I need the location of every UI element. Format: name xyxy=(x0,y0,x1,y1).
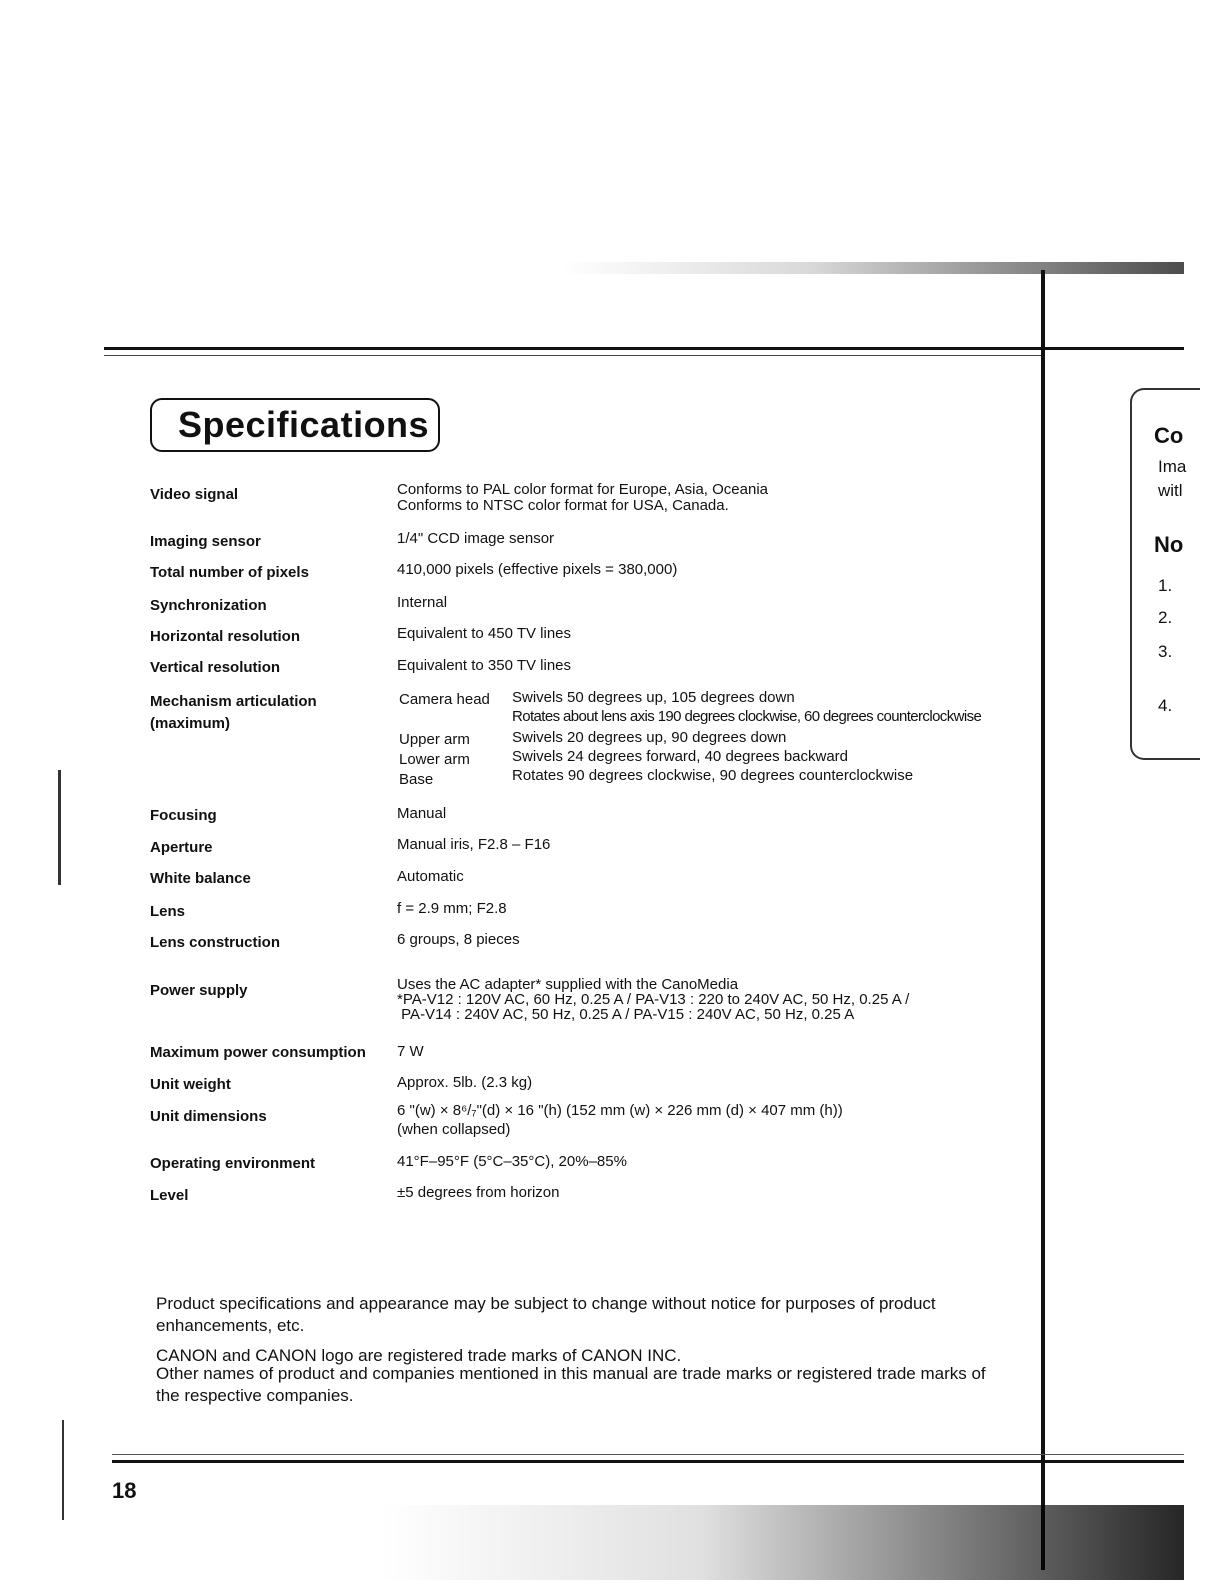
spec-label: (maximum) xyxy=(150,715,231,732)
spec-value: Manual iris, F2.8 – F16 xyxy=(397,836,551,853)
spec-value: ±5 degrees from horizon xyxy=(397,1184,560,1201)
margin-mark xyxy=(62,1420,64,1520)
mech-desc: Swivels 50 degrees up, 105 degrees down xyxy=(512,689,795,706)
right-page-list-item: 1. xyxy=(1158,576,1173,595)
spec-label: Lens construction xyxy=(150,934,281,951)
spec-label: Video signal xyxy=(150,486,239,503)
spec-label: Vertical resolution xyxy=(150,659,281,676)
footer-note: Other names of product and companies mentioned in this manual are trade marks or registered trade marks of the respective companies. xyxy=(156,1364,986,1405)
right-page-text: witl xyxy=(1158,481,1183,500)
right-page-text: Ima xyxy=(1158,457,1187,476)
top-rule xyxy=(104,347,1184,350)
spec-label: Lens xyxy=(150,903,186,920)
spec-value: Equivalent to 350 TV lines xyxy=(397,657,572,674)
footer-note: CANON and CANON logo are registered trade marks of CANON INC. xyxy=(156,1346,682,1365)
spec-value: PA-V14 : 240V AC, 50 Hz, 0.25 A / PA-V15 : 240V AC, 50 Hz, 0.25 A xyxy=(397,1006,855,1023)
spec-value: (when collapsed) xyxy=(397,1121,511,1138)
spec-value: Manual xyxy=(397,805,447,822)
spec-value: 6 "(w) × 8⁶/₇"(d) × 16 "(h) (152 mm (w) × 226 mm (d) × 407 mm (h)) xyxy=(397,1102,843,1119)
footer-note: Product specifications and appearance may be subject to change without notice for purposes of product enhancements, etc. xyxy=(156,1294,936,1335)
spec-value: 7 W xyxy=(397,1043,424,1060)
spec-value: 410,000 pixels (effective pixels = 380,000) xyxy=(397,561,678,578)
page-number: 18 xyxy=(112,1478,137,1503)
scan-shadow-bottom xyxy=(380,1505,1184,1580)
right-page-list-item: 2. xyxy=(1158,608,1173,627)
mech-part: Camera head xyxy=(399,691,490,708)
spec-label: Level xyxy=(150,1187,189,1204)
spec-label: Operating environment xyxy=(150,1155,316,1172)
spec-label: Synchronization xyxy=(150,597,267,614)
mech-part: Base xyxy=(399,771,434,788)
right-page-heading: Co xyxy=(1154,423,1184,448)
spec-label: Focusing xyxy=(150,807,217,824)
mech-part: Upper arm xyxy=(399,731,470,748)
scan-shadow-top xyxy=(560,262,1184,274)
spec-value: *PA-V12 : 120V AC, 60 Hz, 0.25 A / PA-V13 : 220 to 240V AC, 50 Hz, 0.25 A / xyxy=(397,991,910,1008)
bottom-rule-thin xyxy=(112,1454,1184,1455)
spec-value: Approx. 5lb. (2.3 kg) xyxy=(397,1074,533,1091)
spec-label: Maximum power consumption xyxy=(150,1044,366,1061)
spec-value: Conforms to NTSC color format for USA, Canada. xyxy=(397,497,729,514)
spec-value: Automatic xyxy=(397,868,464,885)
spec-label: Unit dimensions xyxy=(150,1108,267,1125)
right-page-list-item: 4. xyxy=(1158,696,1173,715)
book-spine xyxy=(1041,270,1045,1570)
mech-desc: Swivels 20 degrees up, 90 degrees down xyxy=(512,729,787,746)
bottom-rule xyxy=(112,1460,1184,1463)
spec-value: Equivalent to 450 TV lines xyxy=(397,625,572,642)
spec-label: Aperture xyxy=(150,839,213,856)
spec-value: Uses the AC adapter* supplied with the CanoMedia xyxy=(397,976,739,993)
spec-value: 41°F–95°F (5°C–35°C), 20%–85% xyxy=(397,1153,627,1170)
spec-value: f = 2.9 mm; F2.8 xyxy=(397,900,507,917)
spec-label: Imaging sensor xyxy=(150,533,261,550)
mech-desc: Swivels 24 degrees forward, 40 degrees backward xyxy=(512,748,849,765)
spec-value: Internal xyxy=(397,594,448,611)
spec-label: Mechanism articulation xyxy=(150,693,317,710)
mech-desc: Rotates 90 degrees clockwise, 90 degrees counterclockwise xyxy=(512,767,914,784)
page-title: Specifications xyxy=(178,404,430,445)
spec-label: Power supply xyxy=(150,982,248,999)
spec-label: Unit weight xyxy=(150,1076,231,1093)
spec-label: Horizontal resolution xyxy=(150,628,300,645)
top-rule-thin xyxy=(104,355,1044,356)
right-page-list-item: 3. xyxy=(1158,642,1173,661)
spec-label: White balance xyxy=(150,870,251,887)
right-page-heading: No xyxy=(1154,532,1184,557)
spec-value: 6 groups, 8 pieces xyxy=(397,931,520,948)
spec-value: Conforms to PAL color format for Europe, Asia, Oceania xyxy=(397,481,769,498)
spec-label: Total number of pixels xyxy=(150,564,309,581)
mech-part: Lower arm xyxy=(399,751,470,768)
spec-value: 1/4" CCD image sensor xyxy=(397,530,555,547)
mech-desc: Rotates about lens axis 190 degrees clockwise, 60 degrees counterclockwise xyxy=(512,708,982,725)
margin-mark xyxy=(58,770,61,885)
